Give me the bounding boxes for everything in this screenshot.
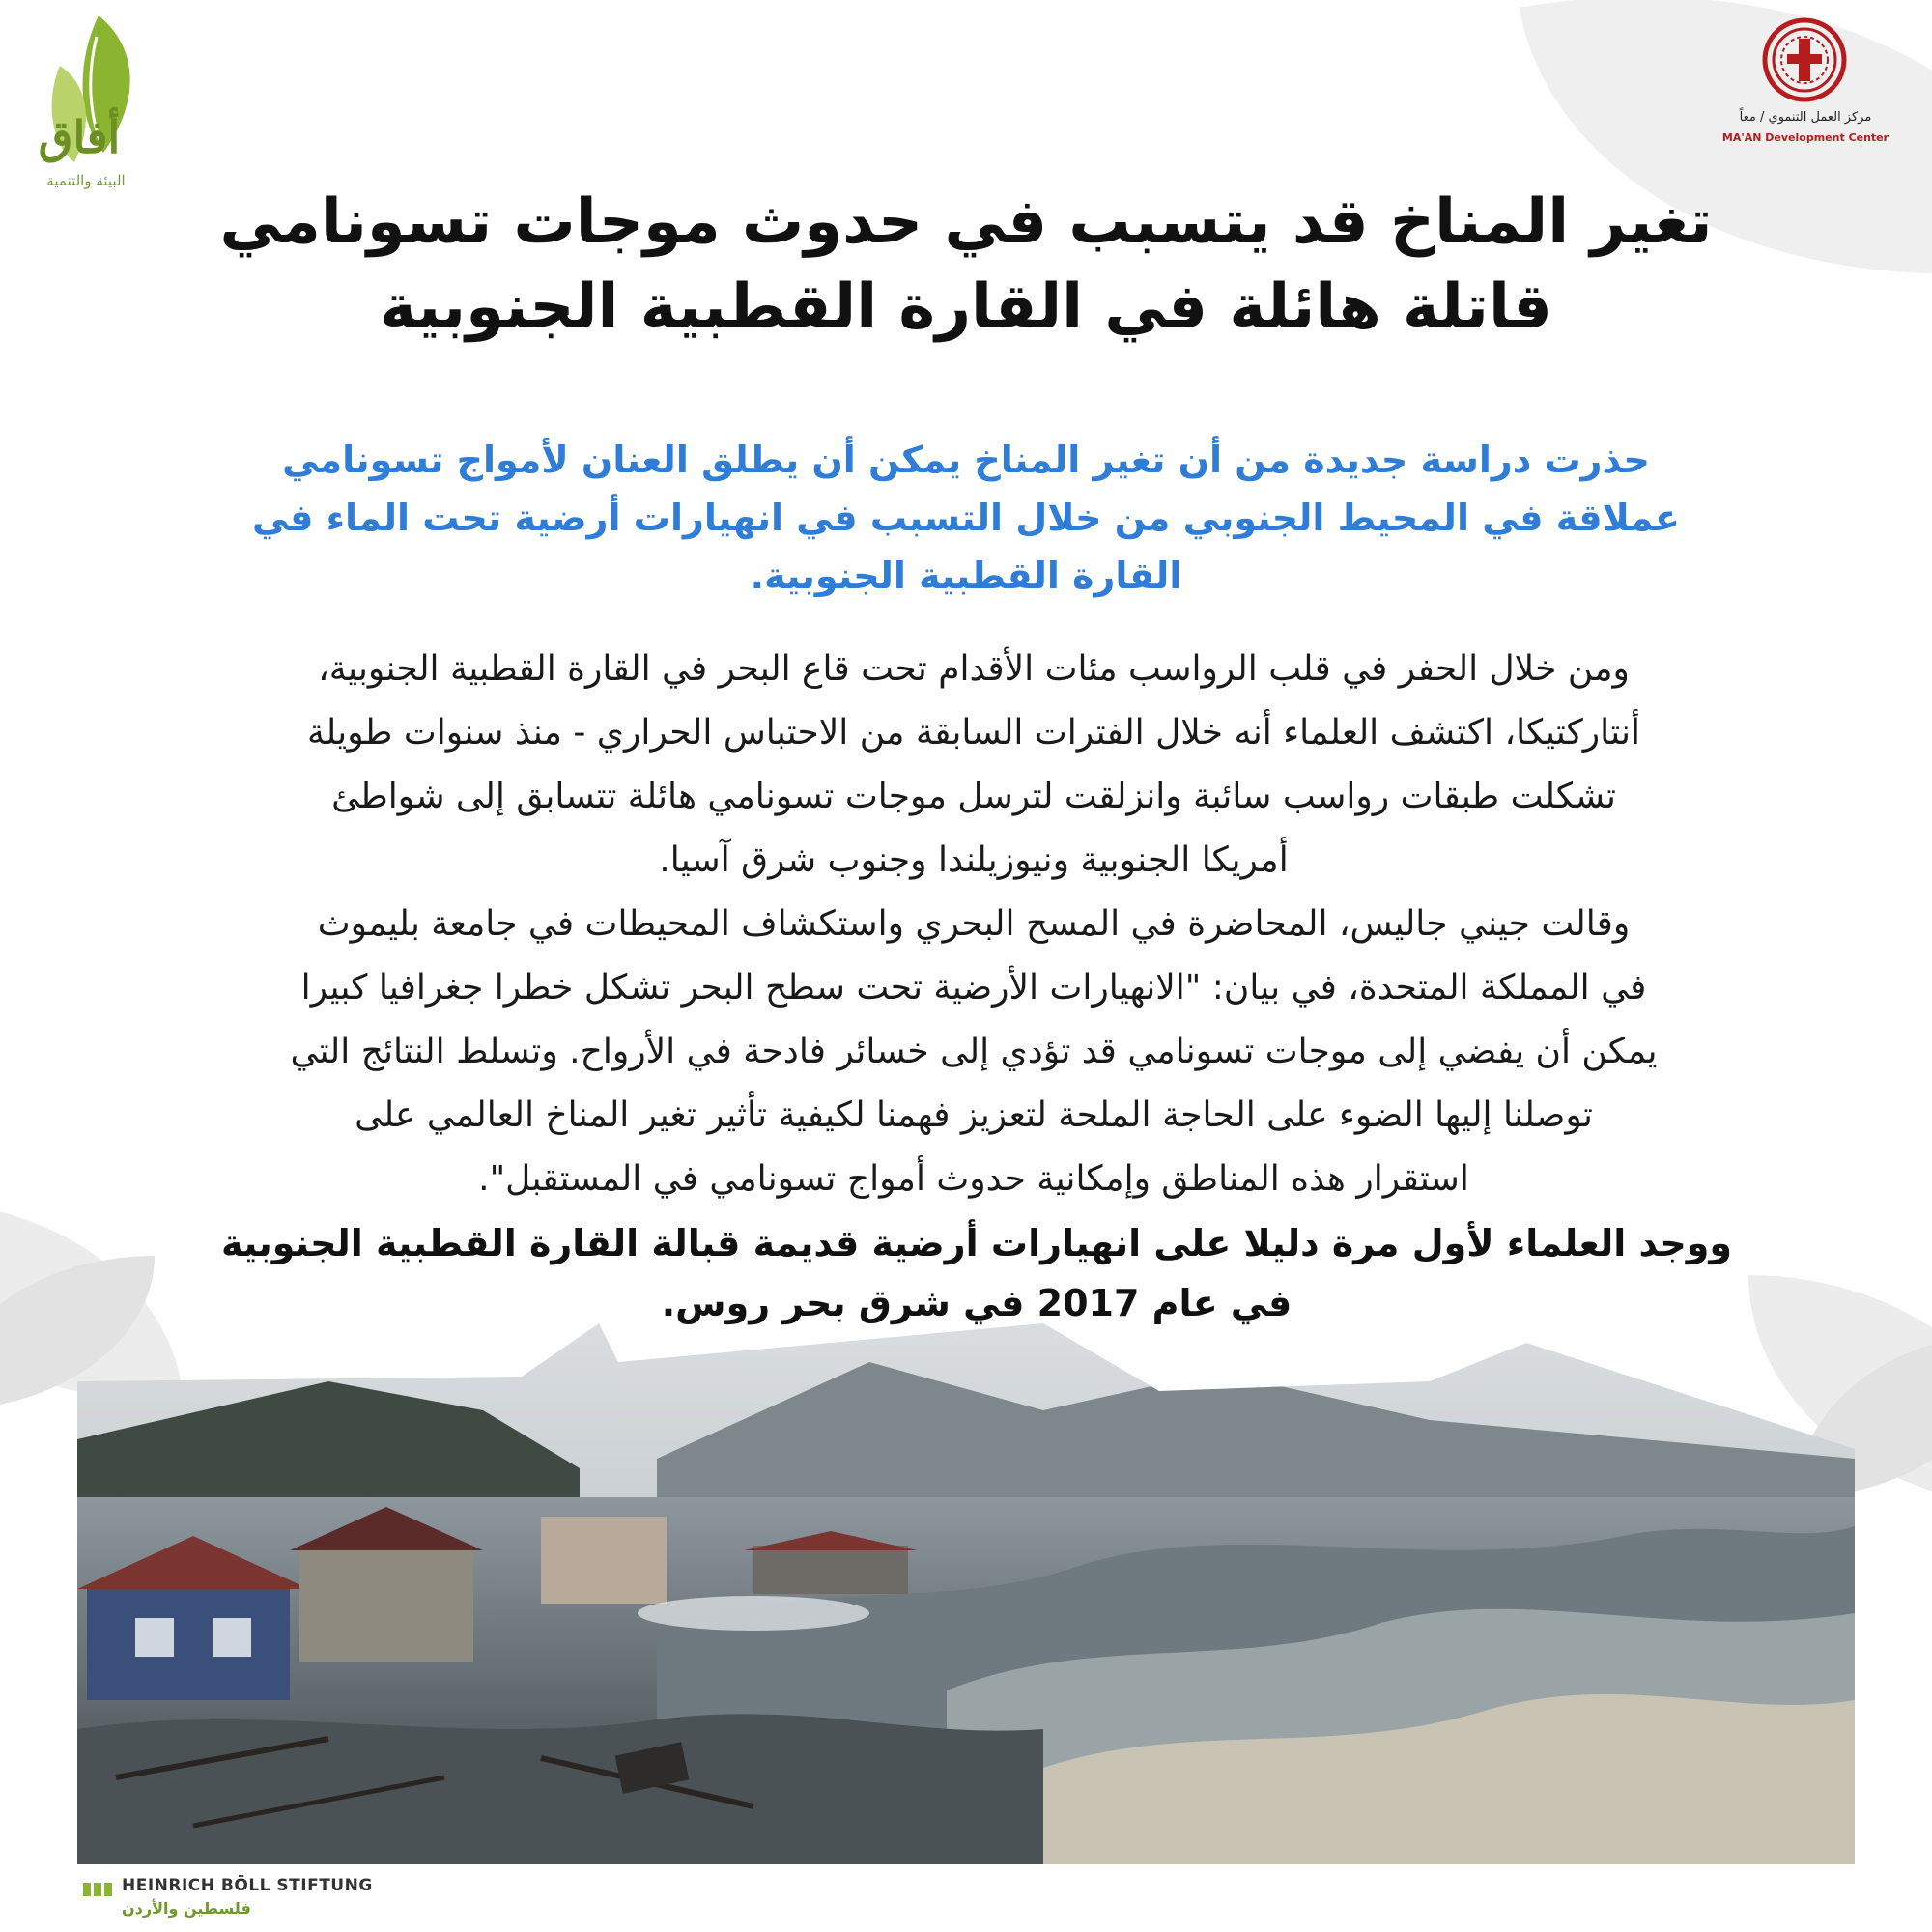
tsunami-photo [77, 1323, 1855, 1864]
heinrich-boll-logo [83, 1876, 469, 1924]
body-line: أنتاركتيكا، اكتشف العلماء أنه خلال الفترات السابقة من الاحتباس الحراري - منذ سنوات طويلة [306, 713, 1641, 753]
afaq-logo-mark: أفاق [38, 111, 121, 163]
maan-seal-icon [1762, 17, 1847, 102]
hbs-name: HEINRICH BÖLL STIFTUNG [122, 1876, 373, 1895]
body-paragraph-2 [114, 893, 1833, 1211]
page-title [87, 180, 1845, 350]
finding-line: ووجد العلماء لأول مرة دليلا على انهيارات أرضية قديمة قبالة القارة القطبية الجنوبية [220, 1222, 1733, 1264]
key-finding [93, 1213, 1861, 1333]
body-line: توصلنا إليها الضوء على الحاجة الملحة لتعزيز فهمنا لكيفية تأثير تغير المناخ العالمي على [355, 1095, 1593, 1135]
title-line: قاتلة هائلة في القارة القطبية الجنوبية [380, 271, 1552, 343]
maan-arabic-name: مركز العمل التنموي / معاً [1739, 110, 1872, 125]
lead-line: عملاقة في المحيط الجنوبي من خلال التسبب في انهيارات أرضية تحت الماء في [252, 497, 1680, 539]
title-line: تغير المناخ قد يتسبب في حدوث موجات تسونامي [219, 186, 1713, 258]
maan-logo [1704, 17, 1907, 153]
body-line: تشكلت طبقات رواسب سائبة وانزلقت لترسل موجات تسونامي هائلة تتسابق إلى شواطئ [331, 777, 1616, 816]
body-line: في المملكة المتحدة، في بيان: "الانهيارات الأرضية تحت سطح البحر تشكل خطرا جغرافيا كبيرا [300, 968, 1647, 1008]
body-line: ومن خلال الحفر في قلب الرواسب مئات الأقدام تحت قاع البحر في القارة القطبية الجنوبية، [318, 649, 1630, 689]
lead-line: القارة القطبية الجنوبية. [750, 554, 1182, 597]
body-line: أمريكا الجنوبية ونيوزيلندا وجنوب شرق آسيا. [659, 840, 1289, 880]
finding-line: في عام 2017 في شرق بحر روس. [661, 1282, 1293, 1324]
body-paragraph-1 [114, 638, 1833, 893]
maan-english-name: MA'AN Development Center [1721, 131, 1889, 144]
body-line: وقالت جيني جاليس، المحاضرة في المسح البحري واستكشاف المحيطات في جامعة بليموث [317, 904, 1631, 944]
body-line: يمكن أن يفضي إلى موجات تسونامي قد تؤدي إلى خسائر فادحة في الأرواح. وتسلط النتائج التي [290, 1032, 1658, 1071]
lead-paragraph [145, 431, 1787, 605]
hbs-region: فلسطين والأردن [122, 1899, 251, 1918]
hbs-bars-icon [83, 1882, 116, 1895]
afaq-leaf-icon [21, 8, 156, 177]
afaq-logo-caption: البيئة والتنمية [46, 172, 126, 189]
lead-line: حذرت دراسة جديدة من أن تغير المناخ يمكن أن يطلق العنان لأمواج تسونامي [282, 439, 1650, 481]
article-body [114, 638, 1833, 1211]
body-line: استقرار هذه المناطق وإمكانية حدوث أمواج تسونامي في المستقبل". [478, 1159, 1469, 1199]
